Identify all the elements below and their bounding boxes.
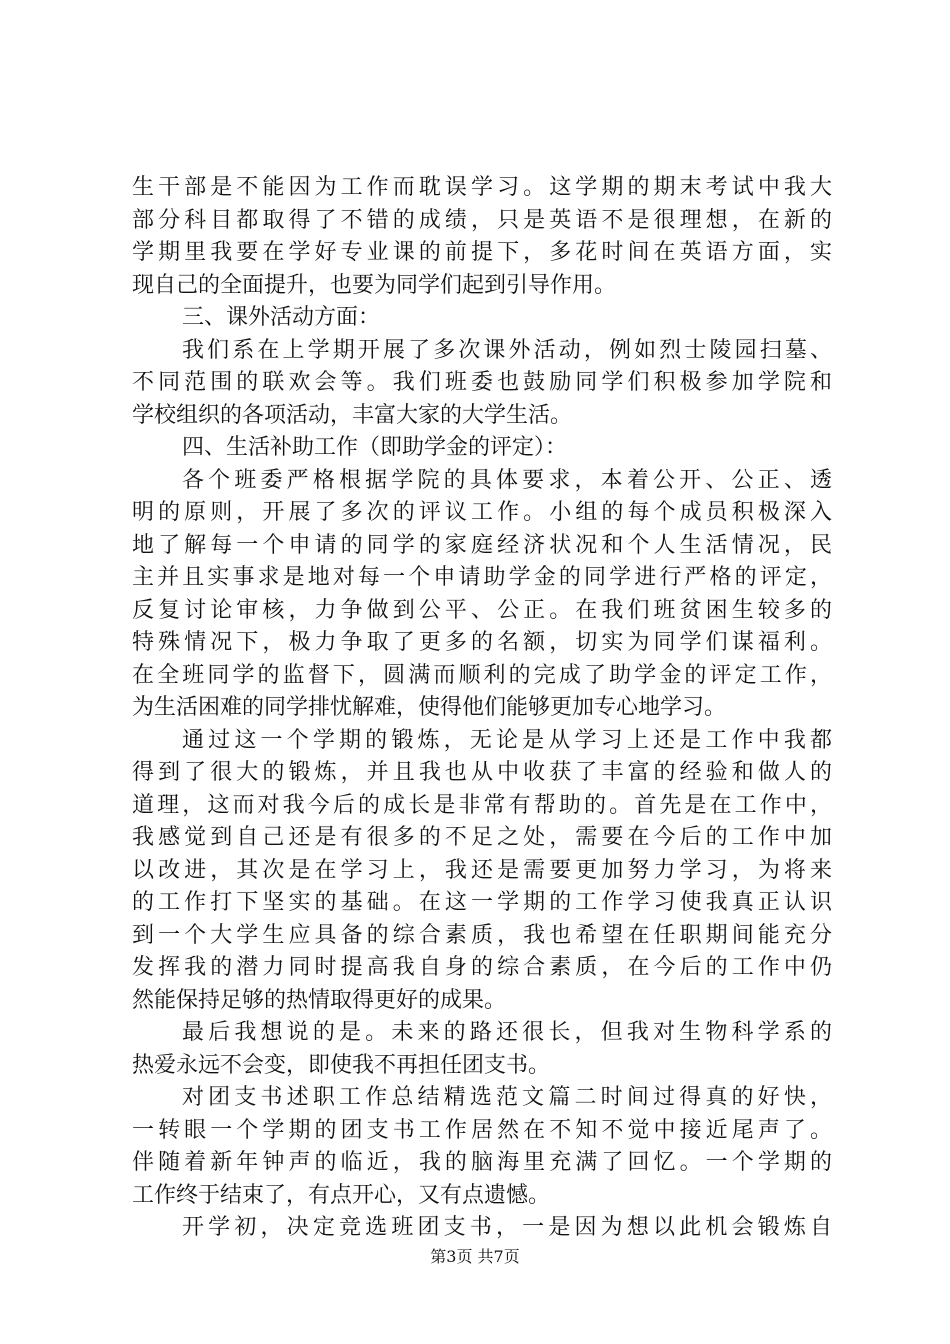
text-line: 主并且实事求是地对每一个申请助学金的同学进行严格的评定，: [132, 565, 832, 590]
text-line: 开学初，决定竞选班团支书，一是因为想以此机会锻炼自: [182, 1215, 832, 1240]
text-line: 生干部是不能因为工作而耽误学习。这学期的期末考试中我大: [132, 175, 832, 200]
text-line: 通过这一个学期的锻炼，无论是从学习上还是工作中我都: [182, 727, 832, 753]
text-line: 三、课外活动方面：: [182, 305, 381, 330]
page-footer: 第3页 共7页: [430, 1247, 520, 1266]
text-line: 伴随着新年钟声的临近，我的脑海里充满了回忆。一个学期的: [132, 1150, 832, 1175]
text-line: 得到了很大的锻炼，并且我也从中收获了丰富的经验和做人的: [132, 760, 832, 785]
text-line: 明的原则，开展了多次的评议工作。小组的每个成员积极深入: [132, 500, 832, 525]
text-line: 我们系在上学期开展了多次课外活动，例如烈士陵园扫墓、: [182, 337, 832, 363]
text-line: 以改进，其次是在学习上，我还是需要更加努力学习，为将来: [132, 857, 832, 883]
text-line: 的工作打下坚实的基础。在这一学期的工作学习使我真正认识: [132, 890, 832, 915]
text-line: 学校组织的各项活动，丰富大家的大学生活。: [132, 402, 573, 428]
text-line: 发挥我的潜力同时提高我自身的综合素质，在今后的工作中仍: [132, 955, 832, 980]
text-line: 然能保持足够的热情取得更好的成果。: [132, 987, 507, 1013]
text-line: 不同范围的联欢会等。我们班委也鼓励同学们积极参加学院和: [132, 370, 832, 395]
text-line: 反复讨论审核，力争做到公平、公正。在我们班贫困生较多的: [132, 597, 832, 623]
text-line: 特殊情况下，极力争取了更多的名额，切实为同学们谋福利。: [132, 630, 832, 655]
text-line: 一转眼一个学期的团支书工作居然在不知不觉中接近尾声了。: [132, 1117, 832, 1143]
text-line: 四、生活补助工作（即助学金的评定）：: [182, 435, 568, 460]
text-line: 在全班同学的监督下，圆满而顺利的完成了助学金的评定工作，: [132, 662, 832, 688]
text-line: 道理，这而对我今后的成长是非常有帮助的。首先是在工作中，: [132, 792, 832, 818]
text-line: 最后我想说的是。未来的路还很长，但我对生物科学系的: [182, 1020, 832, 1045]
text-line: 到一个大学生应具备的综合素质，我也希望在任职期间能充分: [132, 922, 832, 948]
text-line: 为生活困难的同学排忧解难，使得他们能够更加专心地学习。: [132, 695, 727, 720]
text-line: 工作终于结束了，有点开心，又有点遗憾。: [132, 1182, 551, 1208]
text-line: 部分科目都取得了不错的成绩，只是英语不是很理想，在新的: [132, 207, 832, 233]
text-line: 对团支书述职工作总结精选范文篇二时间过得真的好快，: [182, 1085, 832, 1110]
text-line: 现自己的全面提升，也要为同学们起到引导作用。: [132, 272, 617, 298]
text-line: 学期里我要在学好专业课的前提下，多花时间在英语方面，实: [132, 240, 832, 265]
body-text: [132, 172, 832, 1245]
text-line: 我感觉到自己还是有很多的不足之处，需要在今后的工作中加: [132, 825, 832, 850]
text-line: 热爱永远不会变，即使我不再担任团支书。: [132, 1052, 551, 1078]
text-line: 地了解每一个申请的同学的家庭经济状况和个人生活情况，民: [132, 532, 832, 558]
text-line: 各个班委严格根据学院的具体要求，本着公开、公正、透: [182, 467, 832, 493]
